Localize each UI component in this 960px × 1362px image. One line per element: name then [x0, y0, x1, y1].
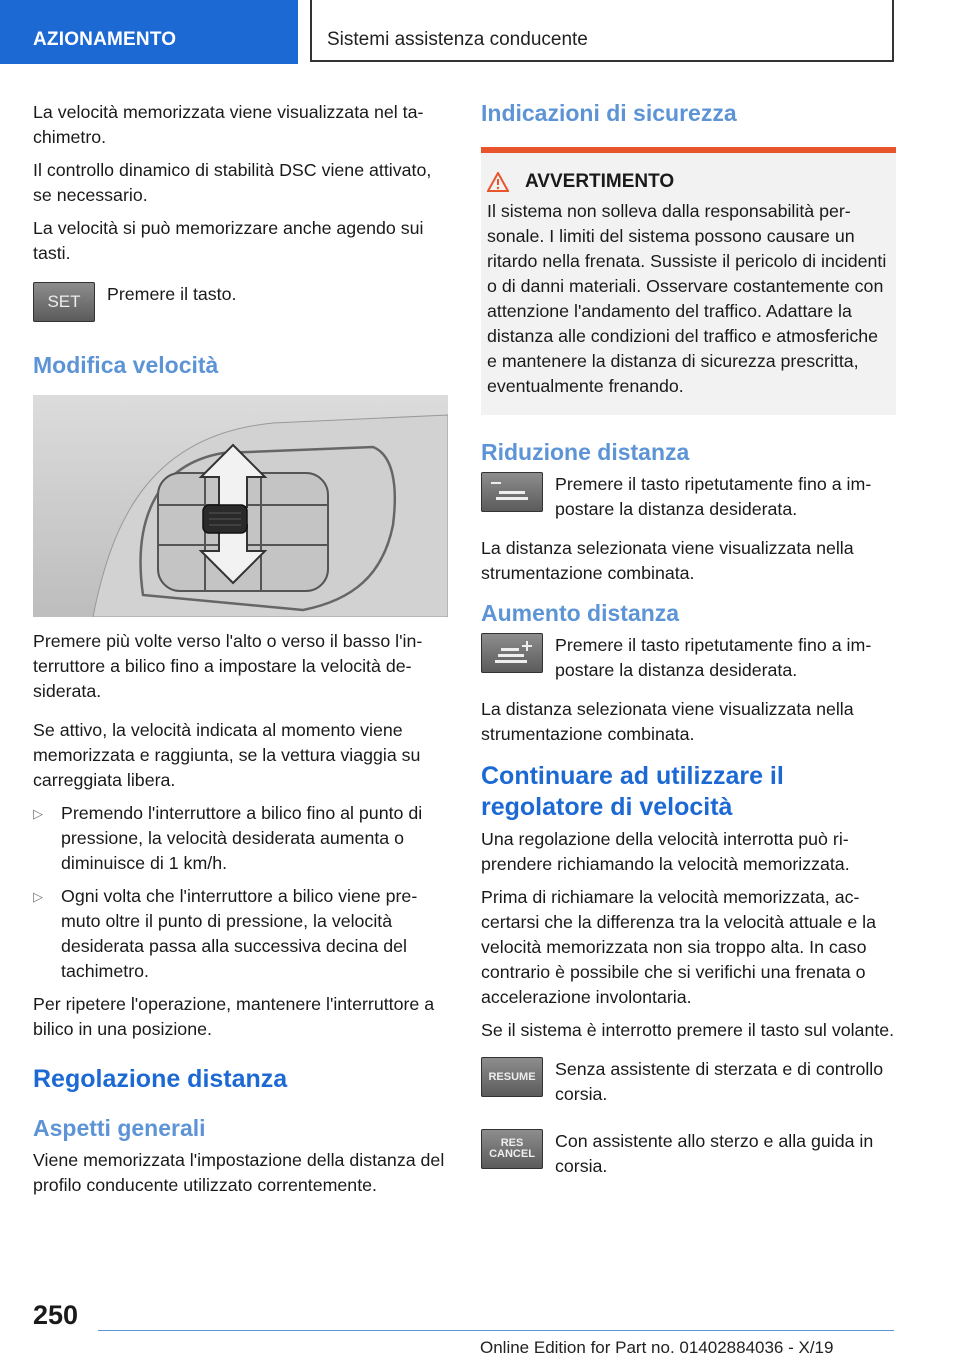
- page-number: 250: [33, 1300, 79, 1330]
- paragraph: Prima di richiamare la velocità memorizzata, accertarsi che la differenza tra la velocità attuale e la velocità memorizzata non sia troppo alta. In caso contrario è possibile che si verifichi una frenata o accelerazione involontaria.: [481, 887, 877, 1007]
- section-title: AZIONAMENTO: [33, 29, 177, 50]
- res-cancel-key-icon: RES CANCEL: [481, 1129, 543, 1169]
- riduzione-key-text: Premere il tasto ripetutamente fino a impostare la distanza desiderata.: [555, 474, 872, 519]
- set-key-text: Premere il tasto.: [107, 284, 237, 304]
- heading-modifica-velocita: Modifica velocità: [33, 352, 219, 378]
- warning-text: Il sistema non solleva dalla responsabilità personale. I limiti del sistema possono causare un ritardo nella frenata. Sussiste il pericolo di incidenti o di danni materiali. Osservare costantemente con attenzione l'andamento del traffico. Adattare la distanza alle condizioni del traffico e atmosferiche e mantenere la distanza di sicurezza prescritta, eventualmente frenando.: [487, 201, 887, 396]
- warning-triangle-icon: [487, 172, 509, 192]
- resume-key-row: [481, 1057, 896, 1107]
- steering-wheel-rocker-icon: [33, 395, 448, 617]
- resume-key-icon: RESUME: [481, 1057, 543, 1097]
- list-item: [33, 801, 448, 876]
- rescancel-key-row: [481, 1129, 896, 1179]
- paragraph: Premere più volte verso l'alto o verso il basso l'interruttore a bilico fino a impostare la velocità desiderata.: [33, 631, 423, 701]
- paragraph: La distanza selezionata viene visualizzata nella strumentazione combinata.: [481, 699, 854, 744]
- riduzione-key-row: [481, 472, 896, 522]
- heading-aumento-distanza: Aumento distanza: [481, 600, 680, 626]
- aumento-key-text: Premere il tasto ripetutamente fino a impostare la distanza desiderata.: [555, 635, 872, 680]
- list-item-text: Premendo l'interruttore a bilico fino al punto di pressione, la velocità desiderata aumenta o diminuisce di 1 km/h.: [61, 803, 423, 873]
- warning-title: AVVERTIMENTO: [525, 171, 675, 192]
- warning-title-row: [487, 171, 888, 193]
- heading-indicazioni-sicurezza: Indicazioni di sicurezza: [481, 100, 737, 126]
- set-key-icon: SET: [33, 282, 95, 322]
- heading-regolazione-distanza: Regolazione distanza: [33, 1065, 288, 1093]
- right-column: [481, 100, 896, 1189]
- distance-decrease-key-icon: [481, 472, 543, 512]
- paragraph: Una regolazione della velocità interrotta può riprendere richiamando la velocità memorizzata.: [481, 829, 850, 874]
- aumento-key-row: [481, 633, 896, 683]
- chapter-title: Sistemi assistenza conducente: [327, 29, 588, 50]
- paragraph: La velocità memorizzata viene visualizzata nel tachimetro.: [33, 102, 424, 147]
- paragraph: La velocità si può memorizzare anche agendo sui tasti.: [33, 218, 424, 263]
- triangle-bullet-icon: ▷: [33, 806, 43, 821]
- paragraph: La distanza selezionata viene visualizzata nella strumentazione combinata.: [481, 538, 854, 583]
- chapter-tab: [310, 0, 894, 62]
- warning-box: [481, 147, 896, 415]
- steering-wheel-image: [33, 395, 448, 617]
- paragraph: Viene memorizzata l'impostazione della distanza del profilo conducente utilizzato correntemente.: [33, 1150, 445, 1195]
- section-tab: [0, 0, 298, 64]
- paragraph: Se attivo, la velocità indicata al momento viene memorizzata e raggiunta, se la vettura viaggia su carreggiata libera.: [33, 720, 421, 790]
- set-key-row: [33, 282, 448, 322]
- resume-key-text: Senza assistente di sterzata e di controllo corsia.: [555, 1059, 884, 1104]
- footer-edition: Online Edition for Part no. 01402884036 - X/19: [480, 1338, 834, 1357]
- heading-continuare: Continuare ad utilizzare il regolatore di velocità: [481, 762, 784, 821]
- left-column: [33, 100, 448, 1206]
- distance-increase-key-icon: [481, 633, 543, 673]
- paragraph: Il controllo dinamico di stabilità DSC viene attivato, se necessario.: [33, 160, 432, 205]
- heading-riduzione-distanza: Riduzione distanza: [481, 439, 690, 465]
- footer-divider: [98, 1330, 894, 1331]
- paragraph: Per ripetere l'operazione, mantenere l'interruttore a bilico in una posizione.: [33, 994, 435, 1039]
- paragraph: Se il sistema è interrotto premere il tasto sul volante.: [481, 1020, 895, 1040]
- triangle-bullet-icon: ▷: [33, 889, 43, 904]
- list-item-text: Ogni volta che l'interruttore a bilico viene premuto oltre il punto di pressione, la velocità desiderata passa alla successiva decina del tachimetro.: [61, 886, 418, 981]
- list-item: [33, 884, 448, 984]
- rescancel-key-text: Con assistente allo sterzo e alla guida in corsia.: [555, 1131, 874, 1176]
- heading-aspetti-generali: Aspetti generali: [33, 1115, 206, 1141]
